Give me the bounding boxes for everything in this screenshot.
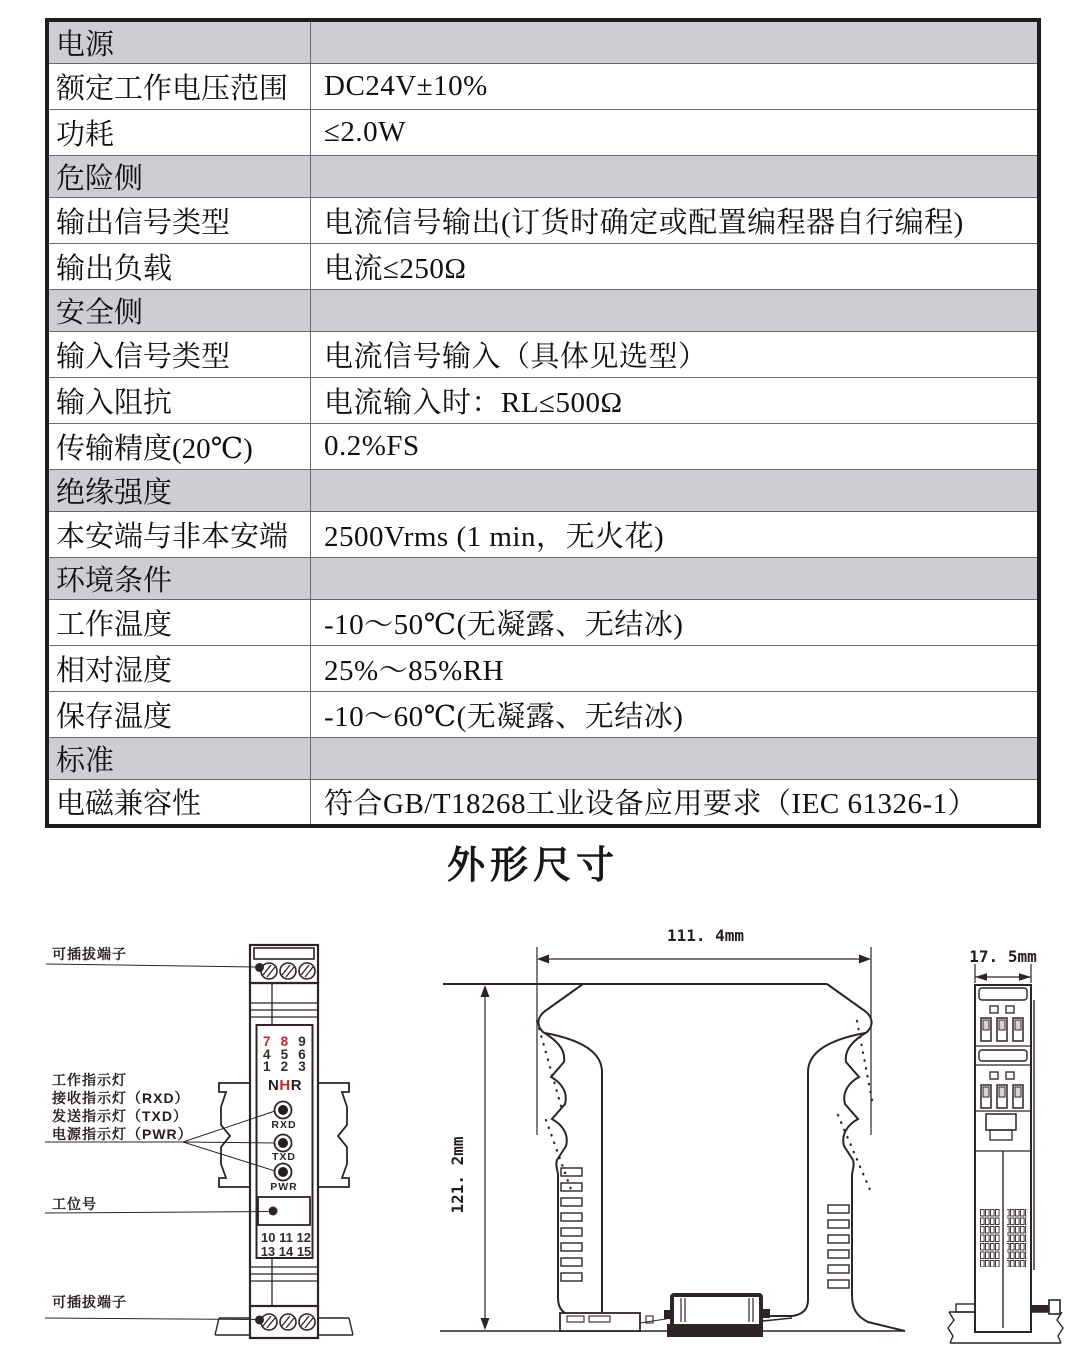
led-label-txd: TXD [272, 1151, 296, 1163]
spec-value-cell: 25%～85%RH [311, 646, 1040, 692]
spec-section-row [47, 558, 1039, 600]
spec-data-row [47, 692, 1039, 738]
terminal-number: 2 [280, 1059, 289, 1074]
spec-data-row [47, 600, 1039, 646]
terminal-number: 8 [280, 1034, 289, 1049]
brand-logo [268, 1077, 302, 1094]
spec-label-cell: 输出信号类型 [47, 198, 311, 244]
end-view [948, 964, 1063, 1343]
spec-data-row [47, 780, 1039, 826]
din-rail-left [219, 1083, 250, 1187]
spec-label-cell: 电磁兼容性 [47, 780, 311, 826]
spec-data-row [47, 646, 1039, 692]
logo-letter: N [268, 1077, 280, 1094]
spec-table-body [47, 20, 1039, 826]
dimension-thickness: 17. 5mm [969, 947, 1037, 966]
label-pluggable-terminal-top: 可插拔端子 [52, 946, 127, 962]
spec-label-cell: 安全侧 [47, 290, 311, 332]
leader-dot [255, 963, 264, 972]
outline-dimension-drawings [0, 920, 1080, 1356]
spec-section-row [47, 156, 1039, 198]
spec-section-row [47, 738, 1039, 780]
spec-value-cell: 电流输入时：RL≤500Ω [311, 378, 1040, 424]
spec-section-row [47, 20, 1039, 64]
spec-label-cell: 相对湿度 [47, 646, 311, 692]
spec-section-row [47, 470, 1039, 512]
terminal-number: 5 [280, 1046, 289, 1062]
side-view [440, 947, 905, 1337]
terminal-numbers-bottom [257, 1231, 315, 1259]
terminal-number: 3 [298, 1059, 306, 1074]
spec-value-cell: -10～50℃(无凝露、无结冰) [311, 600, 1040, 646]
spec-value-cell [311, 738, 1040, 780]
spec-value-cell [311, 20, 1040, 64]
din-rail-right [318, 1083, 349, 1187]
spec-label-cell: 传输精度(20℃) [47, 424, 311, 470]
spec-label-cell: 本安端与非本安端 [47, 512, 311, 558]
spec-label-cell: 输入阻抗 [47, 378, 311, 424]
spec-label-cell: 危险侧 [47, 156, 311, 198]
spec-label-cell: 额定工作电压范围 [47, 64, 311, 110]
spec-table [45, 18, 1041, 828]
spec-label-cell: 工作温度 [47, 600, 311, 646]
spec-data-row [47, 378, 1039, 424]
spec-label-cell: 标准 [47, 738, 311, 780]
spec-data-row [47, 332, 1039, 378]
label-indicator-txd: 发送指示灯（TXD） [52, 1108, 188, 1124]
section-title: 外形尺寸 [446, 845, 619, 887]
terminal-number: 7 [263, 1034, 271, 1049]
label-station-number: 工位号 [52, 1196, 97, 1212]
height-dimension [481, 985, 490, 1330]
spec-value-cell: ≤2.0W [311, 110, 1040, 156]
spec-label-cell: 环境条件 [47, 558, 311, 600]
vent-slots [561, 1168, 849, 1288]
station-number-box [258, 1197, 310, 1225]
thickness-dimension [975, 964, 1031, 983]
terminal-number: 9 [298, 1034, 306, 1049]
terminal-numbers-top [258, 1036, 311, 1074]
spec-value-cell [311, 156, 1040, 198]
terminal-block-bottom [250, 1306, 318, 1338]
spec-data-row [47, 198, 1039, 244]
spec-data-row [47, 512, 1039, 558]
spec-value-cell [311, 290, 1040, 332]
terminal-number-row: 10 11 12 [261, 1230, 311, 1245]
leader-dot [255, 1316, 264, 1325]
spec-value-cell: DC24V±10% [311, 64, 1040, 110]
din-clip-slider [560, 1313, 672, 1331]
terminal-number-row: 13 14 15 [260, 1244, 312, 1259]
spec-label-cell: 输入信号类型 [47, 332, 311, 378]
spec-value-cell: 电流≤250Ω [311, 244, 1040, 290]
width-dimension [537, 947, 871, 1135]
spec-data-row [47, 424, 1039, 470]
indicator-leds [275, 1102, 292, 1181]
spec-value-cell [311, 558, 1040, 600]
dimension-height: 121. 2mm [448, 1136, 467, 1214]
led-label-rxd: RXD [271, 1119, 297, 1131]
terminal-block-top [250, 945, 318, 983]
spec-value-cell: -10～60℃(无凝露、无结冰) [311, 692, 1040, 738]
terminal-number: 4 [263, 1046, 271, 1062]
spec-value-cell: 2500Vrms (1 min，无火花) [311, 512, 1040, 558]
led-label-pwr: PWR [270, 1181, 298, 1193]
label-indicator-work: 工作指示灯 [52, 1072, 127, 1088]
spec-label-cell: 保存温度 [47, 692, 311, 738]
logo-letter: R [290, 1077, 303, 1094]
spec-label-cell: 电源 [47, 20, 311, 64]
spec-label-cell: 输出负载 [47, 244, 311, 290]
label-pluggable-terminal-bottom: 可插拔端子 [52, 1294, 127, 1310]
spec-value-cell: 符合GB/T18268工业设备应用要求（IEC 61326-1） [311, 780, 1040, 826]
spec-value-cell: 电流信号输入（具体见选型） [311, 332, 1040, 378]
spec-value-cell [311, 470, 1040, 512]
spec-value-cell: 电流信号输出(订货时确定或配置编程器自行编程) [311, 198, 1040, 244]
label-indicator-rxd: 接收指示灯（RXD） [52, 1090, 190, 1106]
terminal-number: 6 [298, 1046, 306, 1062]
spec-value-cell: 0.2%FS [311, 424, 1040, 470]
label-indicator-pwr: 电源指示灯（PWR） [52, 1126, 193, 1142]
logo-letter: H [279, 1077, 291, 1094]
spec-label-cell: 功耗 [47, 110, 311, 156]
terminal-number: 1 [263, 1059, 271, 1074]
spec-data-row [47, 64, 1039, 110]
spec-data-row [47, 244, 1039, 290]
spec-label-cell: 绝缘强度 [47, 470, 311, 512]
dimension-width: 111. 4mm [666, 926, 745, 945]
spec-section-row [47, 290, 1039, 332]
spec-data-row [47, 110, 1039, 156]
